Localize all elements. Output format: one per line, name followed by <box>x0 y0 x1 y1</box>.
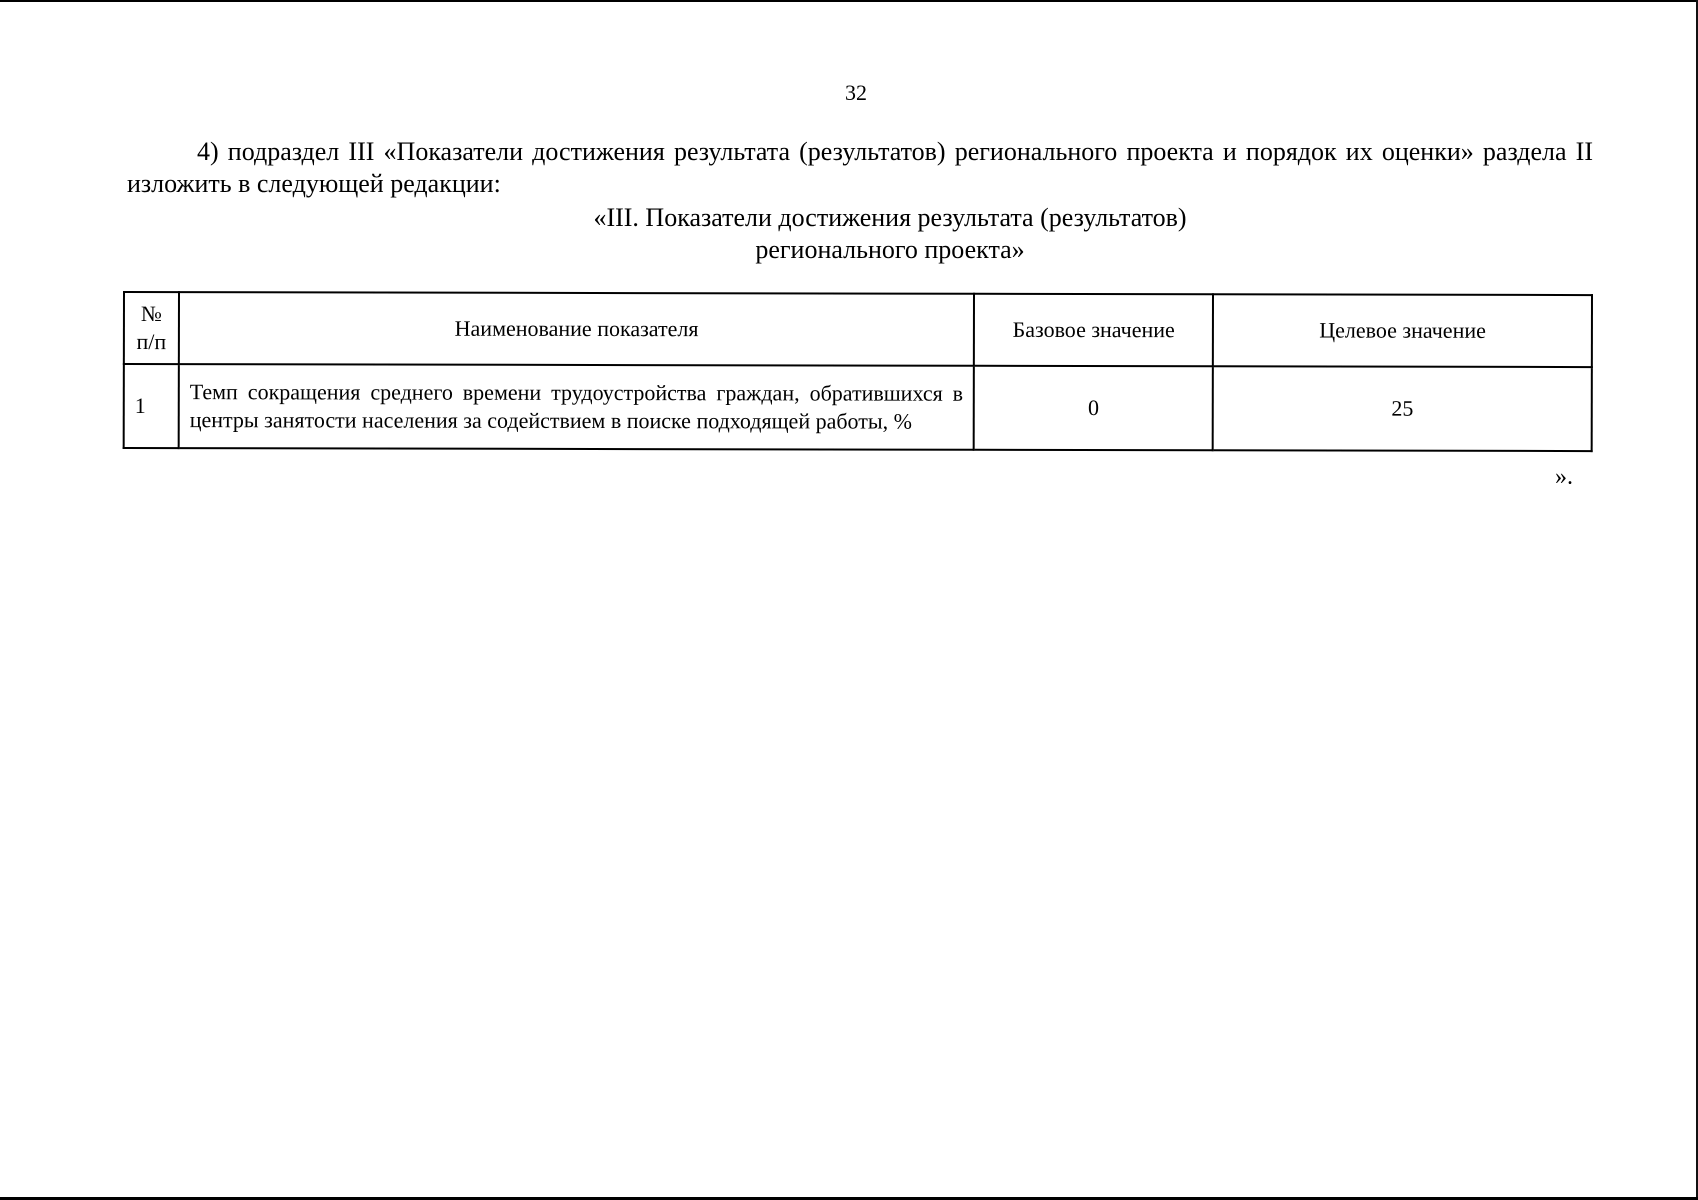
cell-target: 25 <box>1213 366 1592 451</box>
scan-border-top <box>0 0 1698 2</box>
header-target: Целевое значение <box>1213 294 1592 367</box>
page-number: 32 <box>845 80 867 105</box>
cell-base: 0 <box>974 366 1213 451</box>
cell-num: 1 <box>124 364 179 448</box>
header-num-symbol: № <box>140 301 162 327</box>
closing-quote: ». <box>1555 464 1573 490</box>
section-title-line-2: регионального проекта» <box>755 235 1025 264</box>
header-num <box>124 292 179 364</box>
indicators-table <box>123 291 1593 452</box>
header-num-abbrev: п/п <box>136 329 167 355</box>
header-name: Наименование показателя <box>179 292 974 366</box>
table-row <box>124 364 1592 451</box>
cell-name: Темп сокращения среднего времени трудоустройства граждан, обратившихся в центры занятости населения за содействием в поиске подходящей работы, % <box>179 364 975 450</box>
section-title <box>380 202 1400 266</box>
header-base: Базовое значение <box>974 294 1213 367</box>
amendment-paragraph: 4) подраздел III «Показатели достижения результата (результатов) регионального проекта и порядок их оценки» раздела II изложить в следующей редакции: <box>127 137 1593 198</box>
table-header-row <box>124 292 1592 367</box>
section-title-line-1: «III. Показатели достижения результата (результатов) <box>593 203 1187 232</box>
